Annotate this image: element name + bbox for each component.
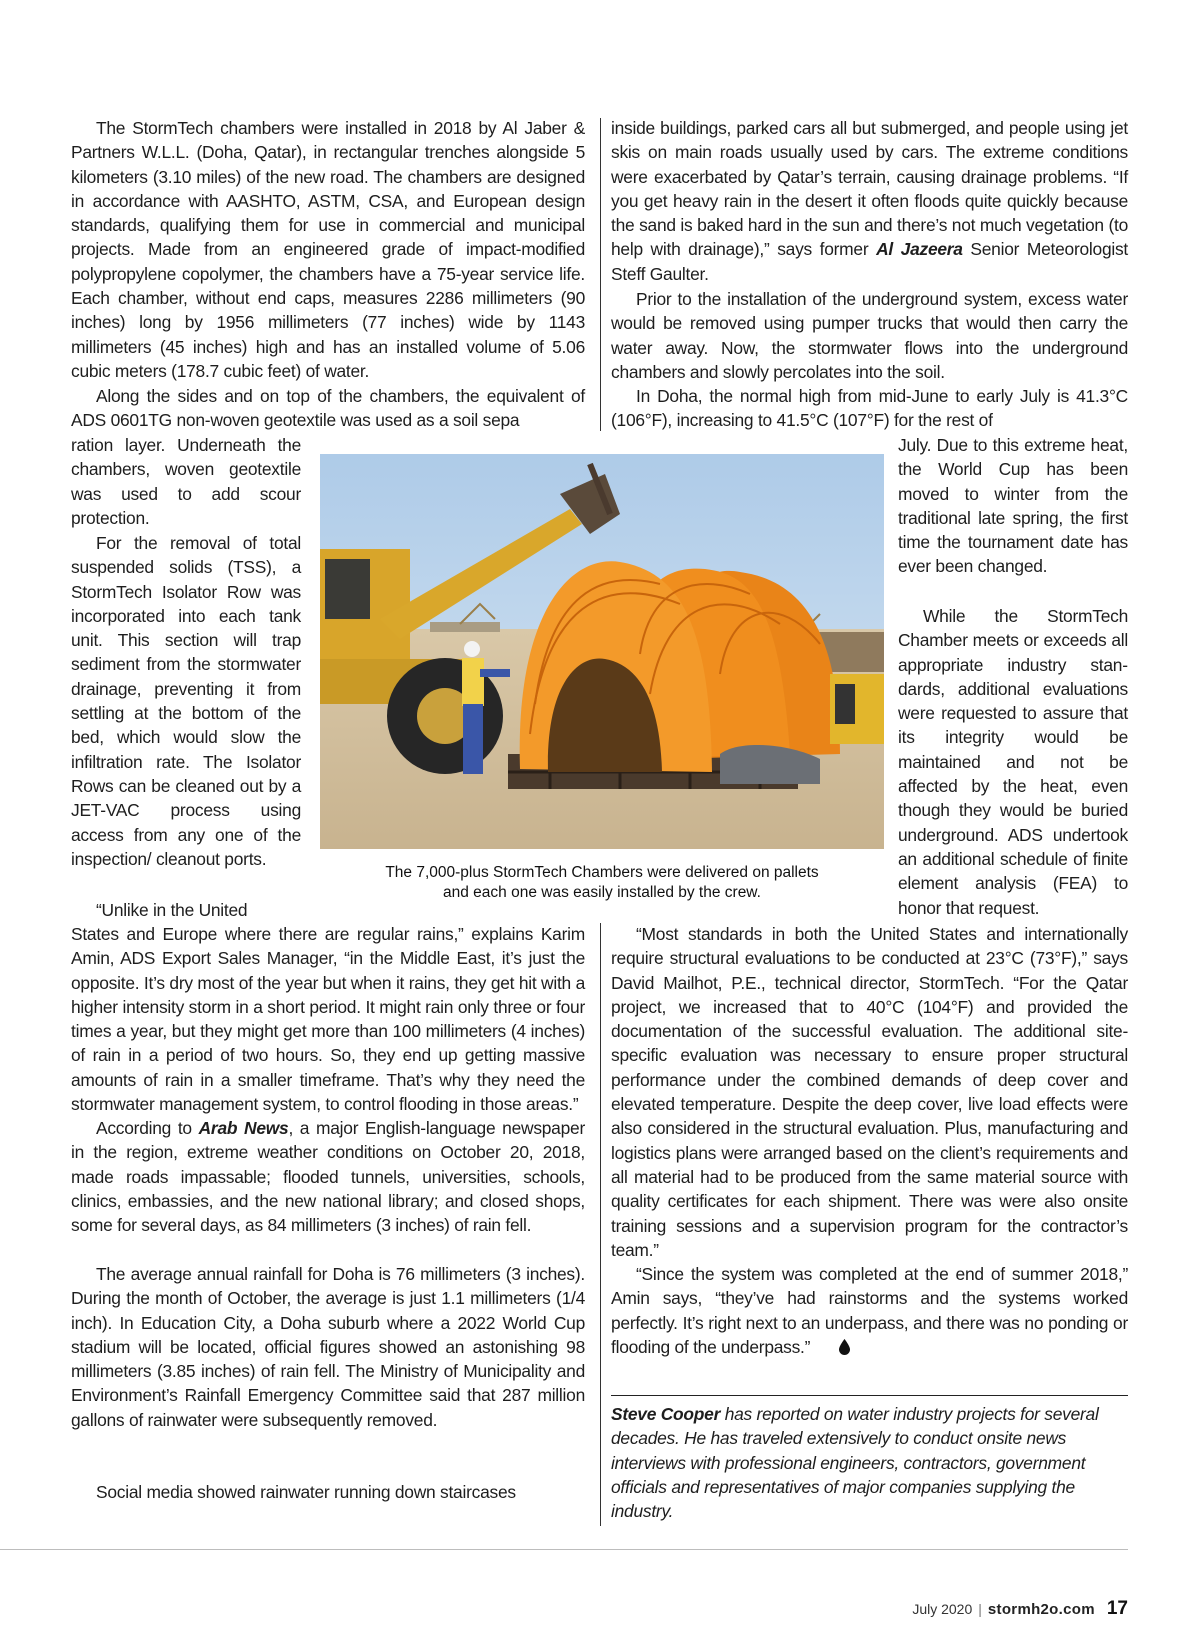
water-drop-icon (814, 1337, 850, 1361)
body-paragraph: While the StormTech Chamber meets or exceeds all appropriate industry standards, additional evaluations were requested to assure that its integrity would be maintained and not be affected by the heat, even though they would be buried underground. ADS undertook an additional schedule of finite element analysis (FEA) to honor that request. (898, 606, 1128, 918)
construction-site-illustration (320, 454, 884, 849)
caption-line: The 7,000-plus StormTech Chambers were delivered on pallets (385, 864, 819, 881)
footer-separator: | (978, 1601, 982, 1617)
body-paragraph: The StormTech chambers were installed in 2018 by Al Jaber & Partners W.L.L. (Doha, Qatar), in rectangular trenches alongside 5 kilometers (3.10 miles) of the new road. The chambers are designed in accordance with AASHTO, ASTM, CSA, and European design standards, qualifying them for use in commercial and municipal projects. Made from an engineered grade of impact-modified polypropylene copolymer, the chambers have a 75-year service life. Each chamber, without end caps, measures 2286 millimeters (90 inches) long by 1956 millimeters (77 inches) wide by 1143 millimeters (45 inches) high and has an installed volume of 5.06 cubic meters (178.7 cubic feet) of water. (71, 118, 585, 381)
caption-line: and each one was easily installed by the crew. (443, 884, 761, 901)
article-photo (320, 454, 884, 849)
publication-name: Arab News (198, 1118, 289, 1138)
column-divider-top (600, 118, 601, 431)
column-divider-bottom (600, 923, 601, 1526)
body-paragraph: The average annual rainfall for Doha is 76 millimeters (3 inches). During the month of October, the average is just 1.1 millimeters (1/4 inch). In Education City, a Doha suburb where a 2022 World Cup stadium will be located, official figures showed an astonishing 98 millimeters (3.85 inches) of rain fell. The Ministry of Municipality and Environment’s Rainfall Emergency Committee said that 287 million gallons of rainwater were subsequently removed. (71, 1264, 585, 1430)
body-paragraph: Prior to the installation of the underground system, excess water would be removed using pumper trucks that would then carry the water away. Now, the stormwater flows into the underground chambers and slowly percolates into the soil. (611, 289, 1128, 382)
body-paragraph: ration layer. Underneath the chambers, woven geotextile was used to add scour protection. (71, 435, 301, 528)
body-paragraph: For the removal of total suspended solids (TSS), a StormTech Isolator Row was incorporated into each tank unit. This section will trap sediment from the stormwater drainage, preventing it from settling at the bottom of the bed, which would slow the infiltration rate. The Isolator Rows can be cleaned out by a JET-VAC process using access from any one of the inspection/ cleanout ports. (71, 533, 301, 869)
body-paragraph: Social media showed rainwater running down staircases (96, 1482, 516, 1502)
photo-caption (320, 863, 884, 903)
body-paragraph: “Most standards in both the United States and internationally require structural evaluations to be conducted at 23°C (73°F),” says David Mailhot, P.E., technical director, StormTech. “For the Qatar project, we increased that to 40°C (104°F) and provided the documentation of the successful evaluation. The additional site-specific evaluation was necessary to ensure proper structural performance under the combined demands of deep cover and elevated temperature. Despite the deep cover, live load effects were also considered in the structural evaluation. Plus, manufacturing and logistics plans were arranged based on the client’s requirements and all material had to be produced from the same material source with quality certificates for each shipment. There was were also onsite training sessions and a supervision program for the contractor’s team.” (611, 924, 1128, 1260)
paragraph-text: inside buildings, parked cars all but submerged, and people using jet skis on main roads usually used by cars. The extreme conditions were exacerbated by Qatar’s terrain, causing drainage problems. “If you get heavy rain in the desert it often floods quite quickly because the sand is baked hard in the sun and there’s not much vegetation (to help with drainage),” says former (611, 118, 1128, 260)
issue-date: July 2020 (912, 1601, 973, 1617)
body-paragraph (611, 116, 1128, 286)
footer-divider (0, 1549, 1128, 1550)
publication-name: Al Jazeera (876, 239, 963, 260)
paragraph-text: According to (96, 1118, 199, 1138)
page-footer (912, 1598, 1128, 1620)
bio-text: has reported on water industry projects for several decades. He has traveled extensively to conduct onsite news interviews with professional engineers, contractors, government officials and representatives of major companies supplying the industry. (611, 1404, 1099, 1522)
website-link[interactable]: stormh2o.com (987, 1601, 1095, 1618)
body-paragraph (611, 1262, 1128, 1361)
body-paragraph: Along the sides and on top of the chambers, the equivalent of ADS 0601TG non-woven geotextile was used as a soil sepa (71, 386, 585, 431)
paragraph-text: Senior Meteorologist Steff Gaulter. (611, 239, 1129, 284)
author-bio (611, 1402, 1128, 1523)
author-name: Steve Cooper (611, 1404, 721, 1424)
bio-divider (611, 1395, 1128, 1396)
body-paragraph: “Unlike in the United (96, 900, 248, 920)
page-number: 17 (1106, 1598, 1128, 1619)
paragraph-text: , a major English-language newspaper in the region, extreme weather conditions on October 20, 2018, made roads impassable; flooded tunnels, universities, schools, clinics, embassies, and the new national library; and closed shops, some for several days, as 84 millimeters (3 inches) of rain fell. (71, 1118, 585, 1236)
body-paragraph: States and Europe where there are regular rains,” explains Karim Amin, ADS Export Sales Manager, “in the Middle East, it’s just the opposite. It’s dry most of the year but when it rains, they get hit with a higher intensity storm in a short period. It might rain only three or four times a year, but they might get more than 100 millimeters (4 inches) of rain in a period of two hours. So, they end up getting massive amounts of rain in a smaller timeframe. That’s why they need the stormwater management system, to control flooding in those areas.” (71, 924, 585, 1115)
body-paragraph (71, 1116, 585, 1237)
body-paragraph: July. Due to this extreme heat, the World Cup has been moved to winter from the traditional late spring, the first time the tournament date has ever been changed. (898, 435, 1128, 577)
body-paragraph: In Doha, the normal high from mid-June to early July is 41.3°C (106°F), increasing to 41.5°C (107°F) for the rest of (611, 386, 1128, 431)
paragraph-text: “Since the system was completed at the end of summer 2018,” Amin says, “they’ve had rainstorms and the systems worked perfectly. It’s right next to an underpass, and there was no ponding or flooding of the underpass.” (611, 1264, 1128, 1357)
